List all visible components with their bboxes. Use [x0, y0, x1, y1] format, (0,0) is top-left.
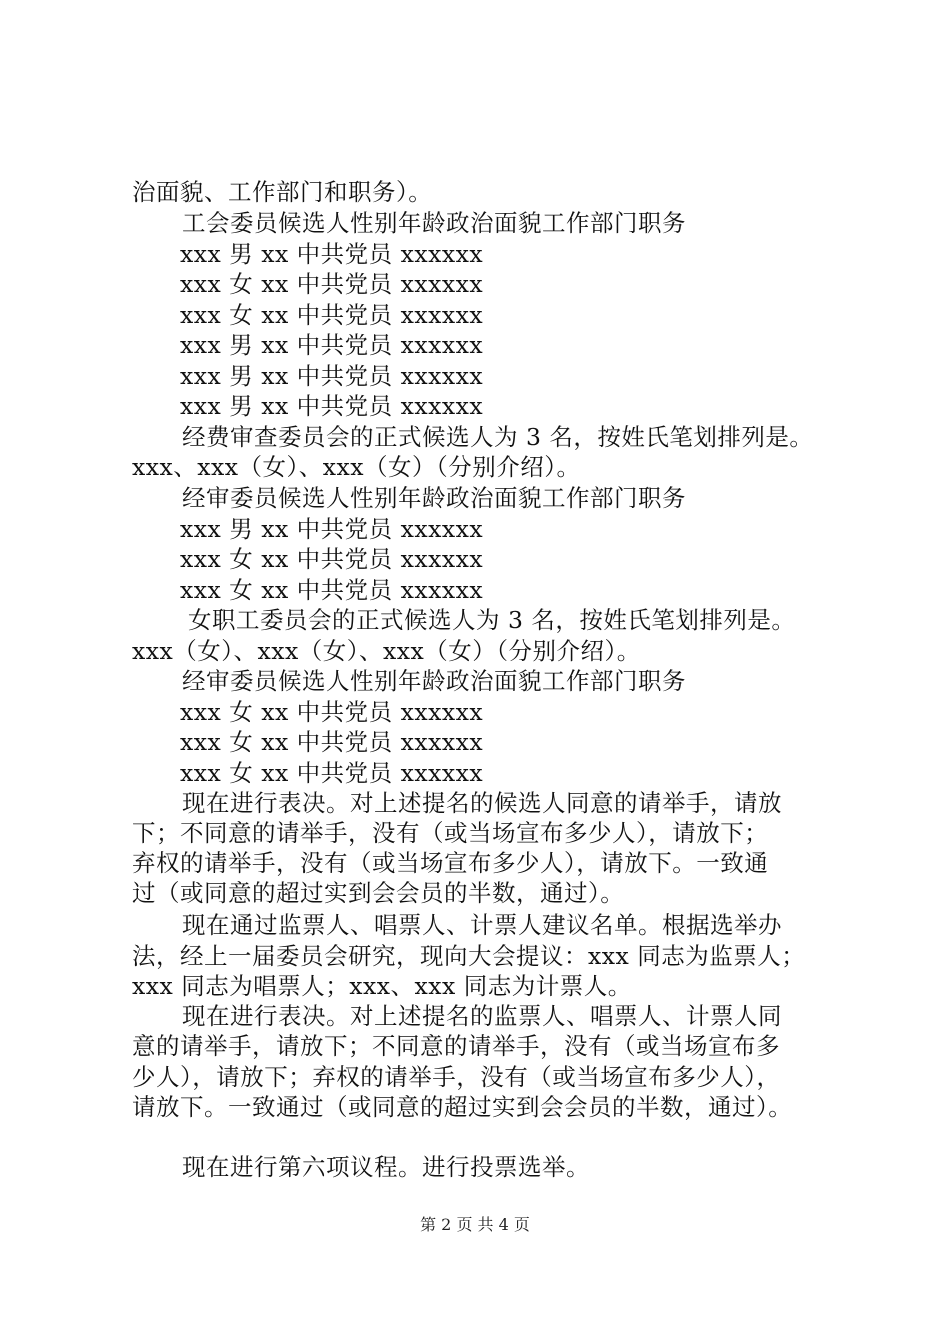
candidate-row: xxx 男 xx 中共党员 xxxxxx: [180, 331, 484, 359]
candidate-row: xxx 男 xx 中共党员 xxxxxx: [180, 362, 484, 390]
text-line: xxx、xxx（女）、xxx（女）（分别介绍）。: [132, 453, 581, 481]
table-header-line: 经审委员候选人性别年龄政治面貌工作部门职务: [182, 484, 686, 512]
paragraph-line: 意的请举手，请放下；不同意的请举手，没有（或当场宣布多: [132, 1032, 780, 1060]
table-header-line: 工会委员候选人性别年龄政治面貌工作部门职务: [182, 209, 686, 237]
paragraph-line: 现在进行表决。对上述提名的监票人、唱票人、计票人同: [182, 1002, 782, 1030]
paragraph-line: 请放下。一致通过（或同意的超过实到会会员的半数，通过）。: [132, 1093, 793, 1121]
candidate-row: xxx 女 xx 中共党员 xxxxxx: [180, 576, 484, 604]
paragraph-line: 现在通过监票人、唱票人、计票人建议名单。根据选举办: [182, 911, 782, 939]
candidate-row: xxx 女 xx 中共党员 xxxxxx: [180, 728, 484, 756]
text-line: 经费审查委员会的正式候选人为 3 名，按姓氏笔划排列是。: [182, 423, 814, 451]
paragraph-line: 下；不同意的请举手，没有（或当场宣布多少人），请放下；: [132, 819, 769, 847]
candidate-row: xxx 男 xx 中共党员 xxxxxx: [180, 392, 484, 420]
page-number-footer: 第 2 页 共 4 页: [420, 1215, 530, 1234]
paragraph-line: 弃权的请举手，没有（或当场宣布多少人），请放下。一致通: [132, 849, 769, 877]
paragraph-line: 现在进行表决。对上述提名的候选人同意的请举手，请放: [182, 789, 782, 817]
candidate-row: xxx 男 xx 中共党员 xxxxxx: [180, 515, 484, 543]
candidate-row: xxx 女 xx 中共党员 xxxxxx: [180, 545, 484, 573]
candidate-row: xxx 女 xx 中共党员 xxxxxx: [180, 698, 484, 726]
text-line: 治面貌、工作部门和职务）。: [132, 178, 433, 206]
candidate-row: xxx 女 xx 中共党员 xxxxxx: [180, 270, 484, 298]
candidate-row: xxx 男 xx 中共党员 xxxxxx: [180, 240, 484, 268]
candidate-row: xxx 女 xx 中共党员 xxxxxx: [180, 759, 484, 787]
table-header-line: 经审委员候选人性别年龄政治面貌工作部门职务: [182, 667, 686, 695]
paragraph-line: xxx 同志为唱票人；xxx、xxx 同志为计票人。: [132, 972, 632, 1000]
paragraph-line: 少人），请放下；弃权的请举手，没有（或当场宣布多少人），: [132, 1063, 781, 1091]
paragraph-line: 过（或同意的超过实到会会员的半数，通过）。: [132, 879, 625, 907]
paragraph-line: 现在进行第六项议程。进行投票选举。: [182, 1153, 590, 1181]
candidate-row: xxx 女 xx 中共党员 xxxxxx: [180, 301, 484, 329]
paragraph-line: 法，经上一届委员会研究，现向大会提议：xxx 同志为监票人；: [132, 942, 806, 970]
text-line: 女职工委员会的正式候选人为 3 名，按姓氏笔划排列是。: [188, 606, 796, 634]
text-line: xxx（女）、xxx（女）、xxx（女）（分别介绍）。: [132, 637, 641, 665]
